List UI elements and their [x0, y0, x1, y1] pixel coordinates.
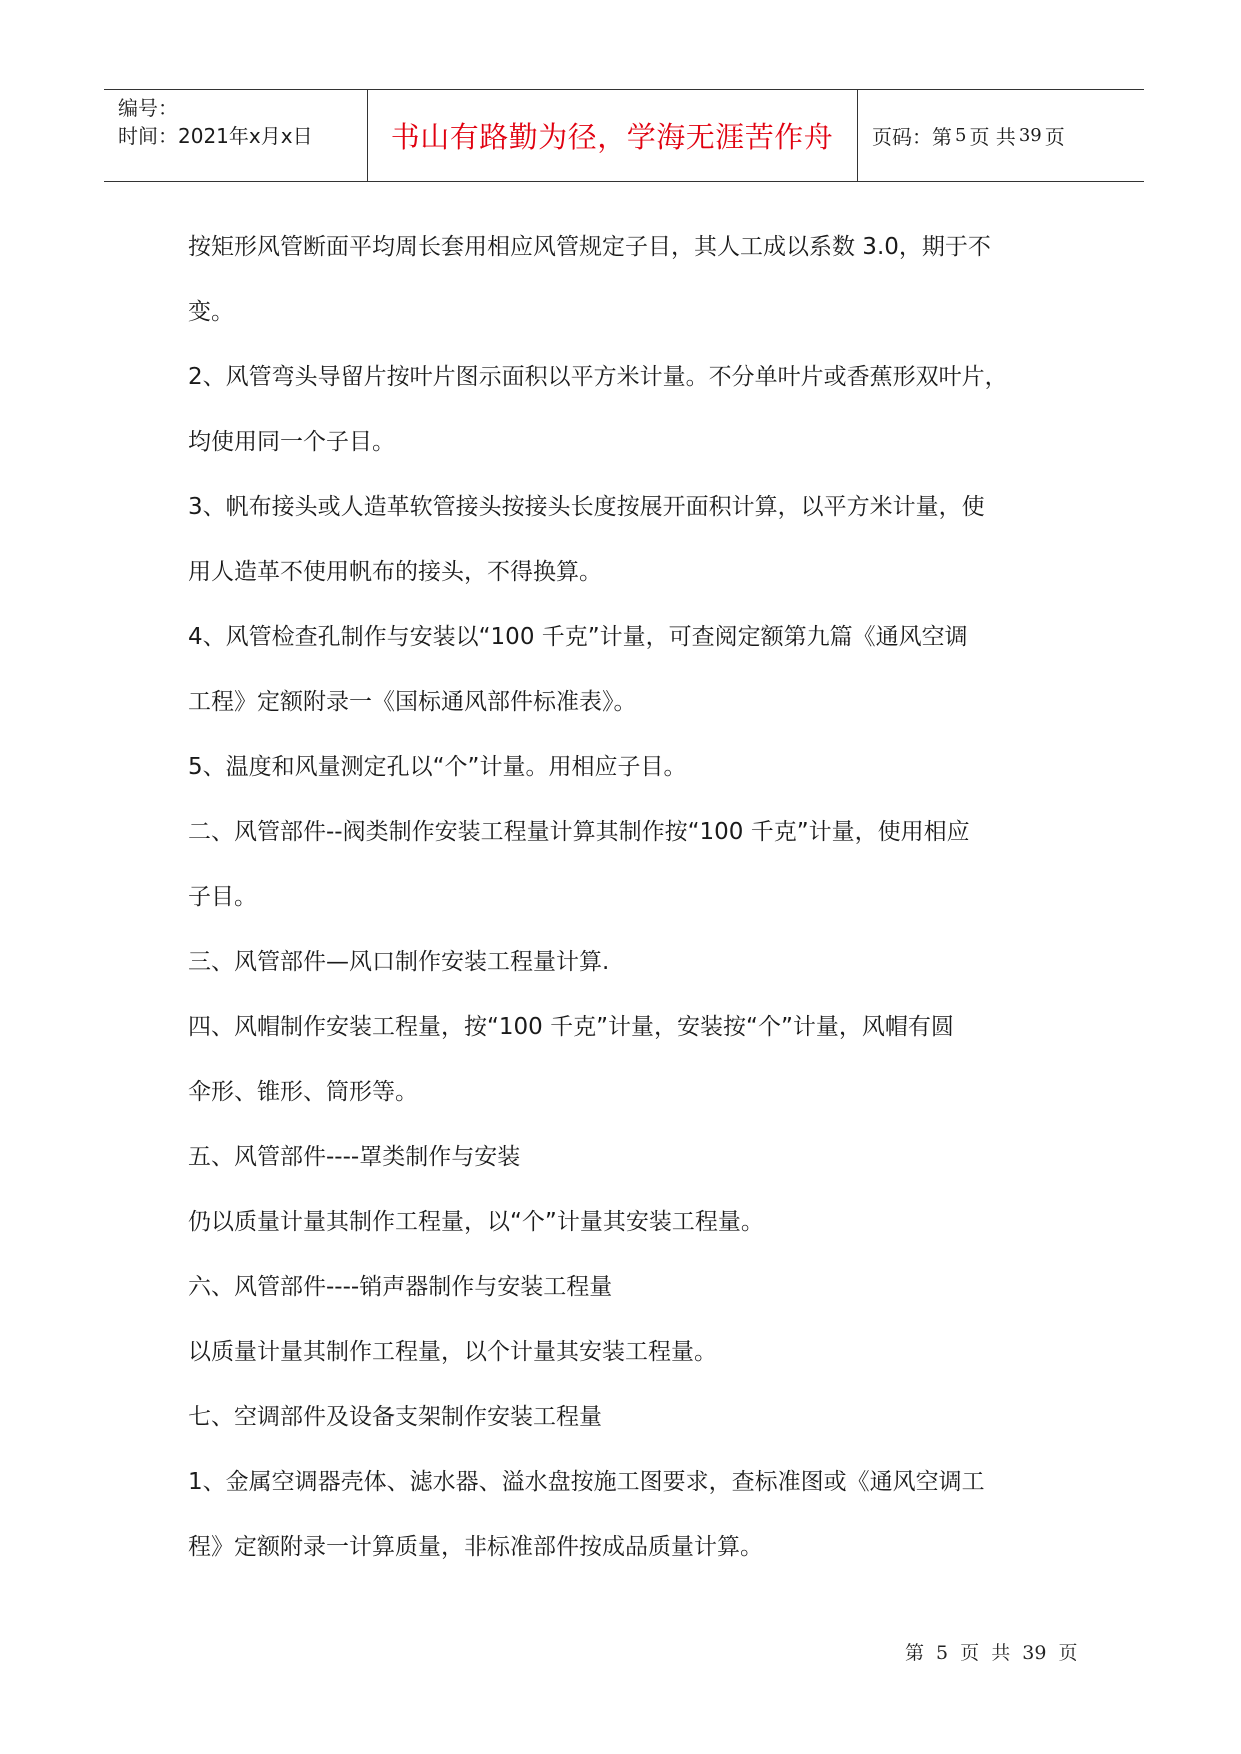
body-line: 变。 — [188, 299, 234, 325]
body-line: 仍以质量计量其制作工程量，以“个”计量其安装工程量。 — [188, 1209, 764, 1235]
body-line: 均使用同一个子目。 — [188, 429, 395, 455]
body-line: 以质量计量其制作工程量，以个计量其安装工程量。 — [188, 1339, 717, 1365]
page-current-number: 5 — [955, 125, 967, 146]
page-label-suffix: 页 — [1044, 125, 1065, 149]
body-line: 子目。 — [188, 884, 257, 910]
body-line: 三、风管部件—风口制作安装工程量计算. — [188, 949, 610, 975]
page-footer-number: 第 5 页 共 39 页 — [905, 1642, 1078, 1664]
body-line: 六、风管部件----销声器制作与安装工程量 — [188, 1274, 613, 1300]
body-line: 七、空调部件及设备支架制作安装工程量 — [188, 1404, 602, 1430]
body-line: 四、风帽制作安装工程量，按“100 千克”计量，安装按“个”计量，风帽有圆 — [188, 1014, 954, 1040]
page-header — [104, 89, 1144, 182]
body-line: 五、风管部件----罩类制作与安装 — [188, 1144, 521, 1170]
body-line: 伞形、锥形、筒形等。 — [188, 1079, 418, 1105]
body-line: 4、风管检查孔制作与安装以“100 千克”计量，可查阅定额第九篇《通风空调 — [188, 624, 968, 650]
body-line: 3、帆布接头或人造革软管接头按接头长度按展开面积计算，以平方米计量，使 — [188, 494, 985, 520]
header-motto: 书山有路勤为径，学海无涯苦作舟 — [390, 120, 834, 154]
body-line: 5、温度和风量测定孔以“个”计量。用相应子目。 — [188, 754, 687, 780]
header-divider-right — [857, 90, 858, 181]
body-line: 二、风管部件--阀类制作安装工程量计算其制作按“100 千克”计量，使用相应 — [188, 819, 970, 845]
serial-number-label: 编号： — [118, 96, 178, 120]
body-line: 用人造革不使用帆布的接头，不得换算。 — [188, 559, 602, 585]
body-line: 程》定额附录一计算质量，非标准部件按成品质量计算。 — [188, 1534, 763, 1560]
header-divider-left — [367, 90, 368, 181]
document-body — [188, 215, 1068, 1580]
body-line: 1、金属空调器壳体、滤水器、溢水盘按施工图要求，查标准图或《通风空调工 — [188, 1469, 985, 1495]
page-label-prefix: 页码：第 — [872, 125, 952, 149]
body-line: 2、风管弯头导留片按叶片图示面积以平方米计量。不分单叶片或香蕉形双叶片， — [188, 364, 1008, 390]
header-page-info — [872, 90, 1065, 181]
body-line: 工程》定额附录一《国标通风部件标准表》。 — [188, 689, 637, 715]
date-label: 时间：2021年x月x日 — [118, 124, 313, 148]
page-label-middle: 页 共 — [969, 125, 1016, 149]
page-total-number: 39 — [1018, 125, 1042, 146]
body-line: 按矩形风管断面平均周长套用相应风管规定子目，其人工成以系数 3.0，期于不 — [188, 234, 991, 260]
header-meta — [118, 94, 368, 150]
